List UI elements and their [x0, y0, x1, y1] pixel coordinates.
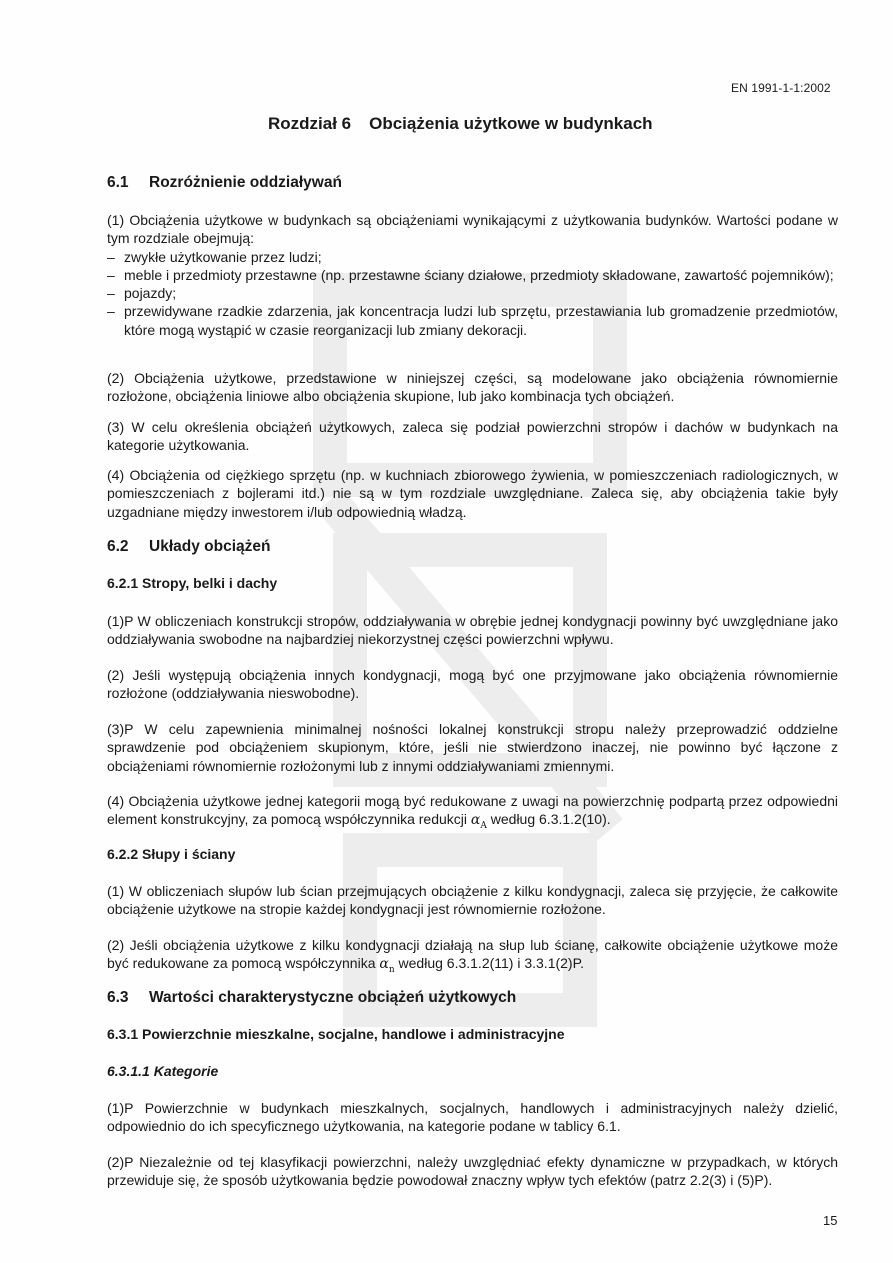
section-title: Układy obciążeń: [149, 538, 271, 555]
paragraph-6-2-1-1: (1)P W obliczeniach konstrukcji stropów, oddziaływania w obrębie jednej kondygnacji powinny być uwzględniane jako oddziaływania swobodne na najbardziej niekorzystnej części powierzchni wpływu.: [107, 613, 838, 648]
list-item: – meble i przedmioty przestawne (np. przestawne ściany działowe, przedmioty składowane, zawartość pojemników);: [107, 266, 838, 284]
chapter-number: Rozdział 6: [268, 114, 352, 133]
section-heading-6-2: [107, 538, 270, 556]
paragraph-text: według 6.3.1.2(10).: [486, 811, 611, 828]
paragraph-6-2-1-2: (2) Jeśli występują obciążenia innych kondygnacji, mogą być one przyjmowane jako obciążenia równomiernie rozłożone (oddziaływania nieswobodne).: [107, 667, 838, 702]
paragraph-6-1-1: [107, 211, 838, 339]
subsection-heading-6-2-1: 6.2.1 Stropy, belki i dachy: [107, 575, 278, 591]
list-item: – pojazdy;: [107, 284, 838, 302]
document-id: EN 1991-1-1:2002: [731, 81, 831, 95]
paragraph-6-1-2: (2) Obciążenia użytkowe, przedstawione w niniejszej części, są modelowane jako obciążenia równomiernie rozłożone, obciążenia liniowe albo obciążenia skupione, lub jako kombinacja tych obciążeń.: [107, 370, 838, 405]
paragraph-6-2-2-1: (1) W obliczeniach słupów lub ścian przejmujących obciążenie z kilku kondygnacji, zaleca się przyjęcie, że całkowite obciążenie użytkowe na stropie każdej kondygnacji jest równomiernie rozłożone.: [107, 883, 838, 918]
subsection-heading-6-3-1: 6.3.1 Powierzchnie mieszkalne, socjalne, handlowe i administracyjne: [107, 1026, 565, 1042]
symbol-subscript: n: [388, 965, 395, 976]
paragraph-6-3-1-1-2: (2)P Niezależnie od tej klasyfikacji powierzchni, należy uwzględniać efekty dynamiczne w przypadkach, w których przewiduje się, że sposób użytkowania będzie powodował znaczny wpływ tych efektów (patrz 2.2(3) i (5)P).: [107, 1154, 838, 1189]
uses-list: [107, 248, 838, 339]
paragraph-6-2-2-2: [107, 936, 838, 979]
paragraph-6-1-3: (3) W celu określenia obciążeń użytkowych, zaleca się podział powierzchni stropów i dachów w budynkach na kategorie użytkowania.: [107, 419, 838, 454]
section-heading-6-3: [107, 989, 516, 1007]
paragraph-6-2-1-4: [107, 792, 838, 835]
list-item: – zwykłe użytkowanie przez ludzi;: [107, 248, 838, 266]
chapter-title: [268, 114, 653, 134]
paragraph-6-3-1-1-1: (1)P Powierzchnie w budynkach mieszkalnych, socjalnych, handlowych i administracyjnych należy dzielić, odpowiednio do ich specyficznego użytkowania, na kategorie podane w tablicy 6.1.: [107, 1100, 838, 1135]
page-number: 15: [823, 1213, 838, 1228]
section-title: Wartości charakterystyczne obciążeń użytkowych: [149, 989, 517, 1006]
subsubsection-heading-6-3-1-1: 6.3.1.1 Kategorie: [107, 1063, 219, 1079]
section-title: Rozróżnienie oddziaływań: [149, 174, 342, 191]
paragraph-6-1-4: (4) Obciążenia od ciężkiego sprzętu (np. w kuchniach zbiorowego żywienia, w pomieszczeniach radiologicznych, w pomieszczeniach z bojlerami itd.) nie są w tym rozdziale uwzględniane. Zaleca się, aby obciążenia takie były uzgadniane między inwestorem i/lub odpowiednią władzą.: [107, 467, 838, 520]
paragraph-text: według 6.3.1.2(11) i 3.3.1(2)P.: [394, 955, 585, 972]
section-heading-6-1: [107, 174, 342, 192]
paragraph-text: (4) Obciążenia użytkowe jednej kategorii mogą być redukowane z uwagi na powierzchnię podpartą przez odpowiedni element konstrukcyjny, za pomocą współczynnika redukcji: [107, 793, 838, 828]
symbol-alpha: α: [379, 956, 389, 973]
list-item: – przewidywane rzadkie zdarzenia, jak koncentracja ludzi lub sprzętu, przestawiania lub gromadzenie przedmiotów, które mogą wystąpić w czasie reorganizacji lub zmiany dekoracji.: [107, 302, 838, 339]
section-number: 6.2: [107, 538, 129, 555]
chapter-name: Obciążenia użytkowe w budynkach: [369, 114, 653, 133]
paragraph-text: (2) Jeśli obciążenia użytkowe z kilku kondygnacji działają na słup lub ścianę, całkowite obciążenie użytkowe może być redukowane za pomocą współczynnika: [107, 937, 838, 972]
paragraph-text: (1) Obciążenia użytkowe w budynkach są obciążeniami wynikającymi z użytkowania budynków. Wartości podane w tym rozdziale obejmują:: [107, 212, 838, 247]
paragraph-6-2-1-3: (3)P W celu zapewnienia minimalnej nośności lokalnej konstrukcji stropu należy przeprowadzić oddzielne sprawdzenie pod obciążeniem skupionym, które, jeśli nie stwierdzono inaczej, nie powinno być łączone z obciążeniami równomiernie rozłożonymi lub z innymi oddziaływaniami zmiennymi.: [107, 721, 838, 774]
alpha-n-symbol: [379, 956, 395, 976]
alpha-a-symbol: [470, 812, 487, 832]
section-number: 6.1: [107, 174, 129, 191]
symbol-alpha: α: [470, 812, 481, 829]
section-number: 6.3: [107, 989, 129, 1006]
symbol-subscript: A: [480, 821, 487, 832]
subsection-heading-6-2-2: 6.2.2 Słupy i ściany: [107, 846, 236, 862]
